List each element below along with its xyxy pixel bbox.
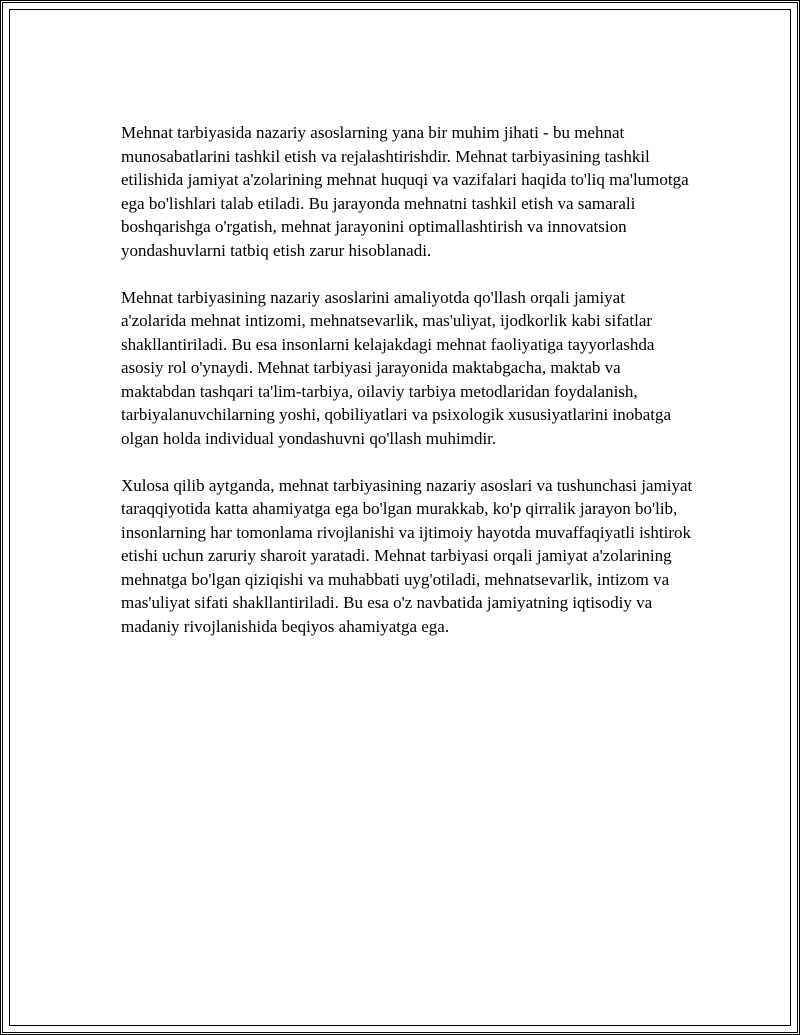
paragraph-1: Mehnat tarbiyasida nazariy asoslarning yana bir muhim jihati - bu mehnat munosabatlarini tashkil etish va rejalashtirishdir. Mehnat tarbiyasining tashkil etilishida jamiyat a'zolarining mehnat huquqi va vazifalari haqida to'liq ma'lumotga ega bo'lishlari talab etiladi. Bu jarayonda mehnatni tashkil etish va samarali boshqarishga o'rgatish, mehnat jarayonini optimallashtirish va innovatsion yondashuvlarni tatbiq etish zarur hisoblanadi. — [121, 123, 689, 260]
document-body — [121, 121, 693, 662]
paragraph-2: Mehnat tarbiyasining nazariy asoslarini amaliyotda qo'llash orqali jamiyat a'zolarida mehnat intizomi, mehnatsevarlik, mas'uliyat, ijodkorlik kabi sifatlar shakllantiriladi. Bu esa insonlarni kelajakdagi mehnat faoliyatiga tayyorlashda asosiy rol o'ynaydi. Mehnat tarbiyasi jarayonida maktabgacha, maktab va maktabdan tashqari ta'lim-tarbiya, oilaviy tarbiya metodlaridan foydalanish, tarbiyalanuvchilarning yoshi, qobiliyatlari va psixologik xususiyatlarini inobatga olgan holda individual yondashuvni qo'llash muhimdir. — [121, 287, 672, 448]
paragraph-3: Xulosa qilib aytganda, mehnat tarbiyasining nazariy asoslari va tushunchasi jamiyat taraqqiyotida katta ahamiyatga ega bo'lgan murakkab, ko'p qirralik jarayon bo'lib, insonlarning har tomonlama rivojlanishi va ijtimoiy hayotda muvaffaqiyatli ishtirok etishi uchun zaruriy sharoit yaratadi. Mehnat tarbiyasi orqali jamiyat a'zolarining mehnatga bo'lgan qiziqishi va muhabbati uyg'otiladi, mehnatsevarlik, intizom va mas'uliyat sifati shakllantiriladi. Bu esa o'z navbatida jamiyatning iqtisodiy va madaniy rivojlanishida beqiyos ahamiyatga ega. — [121, 475, 693, 636]
